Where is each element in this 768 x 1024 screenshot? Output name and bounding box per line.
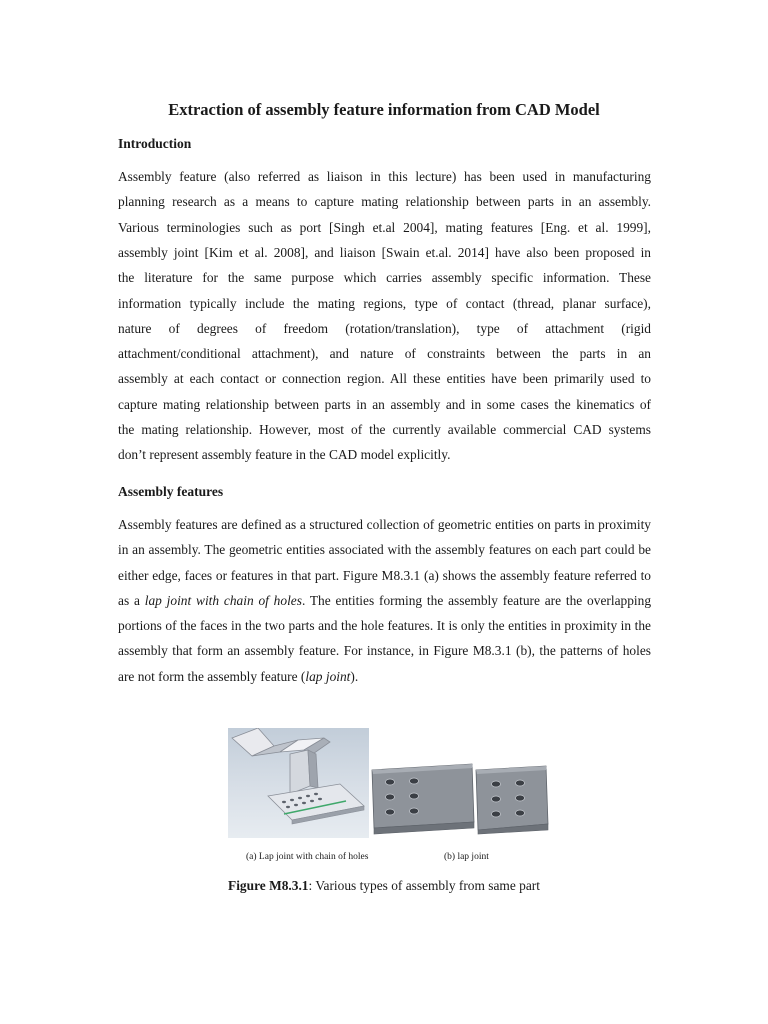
paragraph-line: attachment/conditional attachment), and nature of constraints between the parts in an: [118, 346, 651, 362]
figure-lap-joint-chain-of-holes-image: [228, 728, 369, 838]
figure-lap-joint-image: [370, 762, 552, 836]
cad-render-a: [228, 728, 369, 838]
paragraph-line: Assembly feature (also referred as liaison in this lecture) has been used in manufacturing: [118, 169, 651, 184]
paragraph-line: assembly joint [Kim et al. 2008], and liaison [Swain et.al. 2014] have also been proposed in: [118, 244, 651, 260]
paragraph-line: information typically include the mating regions, type of contact (thread, planar surface),: [118, 295, 651, 311]
section-heading-assembly-features: Assembly features: [118, 484, 224, 499]
paragraph-line: the mating relationship. However, most of the currently available commercial CAD systems: [118, 422, 651, 437]
paragraph-line: Various terminologies such as port [Singh et.al 2004], mating features [Eng. et al. 1999],: [118, 219, 651, 235]
paragraph-line: assembly at each contact or connection region. All these entities have been primarily used to: [118, 371, 651, 387]
paragraph-line: capture mating relationship between parts in an assembly and in some cases the kinematics of: [118, 396, 651, 412]
cad-render-b: [370, 762, 552, 836]
italic-text: lap joint: [305, 668, 351, 684]
figure-subcaption-a: (a) Lap joint with chain of holes: [246, 852, 369, 862]
figure-caption-label: Figure M8.3.1: [228, 878, 309, 893]
paragraph-text: Assembly features are defined as a structured collection of geometric entities on parts in proximity in an assembly. The geometric entities associated with the assembly features on each part could be either edge, faces or features in that part. Figure M8.3.1 (a) shows the assembly feature referred to as a: [118, 517, 651, 608]
paragraph-text: ).: [350, 668, 359, 684]
figure-caption: [0, 878, 768, 894]
paragraph-line: planning research as a means to capture mating relationship between parts in an assembly.: [118, 194, 651, 210]
figure-caption-text: : Various types of assembly from same part: [308, 878, 540, 893]
paragraph-text: . The entities forming the assembly feature are the overlapping portions of the faces in the two parts and the hole features. It is only the entities in proximity in the assembly that form an assembly feature. For instance, in Figure M8.3.1 (b), the patterns of holes are not form the assembly feature (: [118, 592, 652, 684]
paragraph-line: nature of degrees of freedom (rotation/translation), type of attachment (rigid: [118, 320, 651, 336]
section-heading-introduction: Introduction: [118, 136, 192, 151]
paragraph-line: the literature for the same purpose which carries assembly specific information. These: [118, 270, 651, 286]
assembly-features-paragraph: [118, 512, 651, 689]
paragraph-line: don’t represent assembly feature in the CAD model explicitly.: [118, 447, 451, 463]
figure-subcaption-b: (b) lap joint: [444, 852, 489, 862]
italic-text: lap joint with chain of holes: [144, 592, 302, 608]
document-title: Extraction of assembly feature information from CAD Model: [168, 100, 600, 119]
